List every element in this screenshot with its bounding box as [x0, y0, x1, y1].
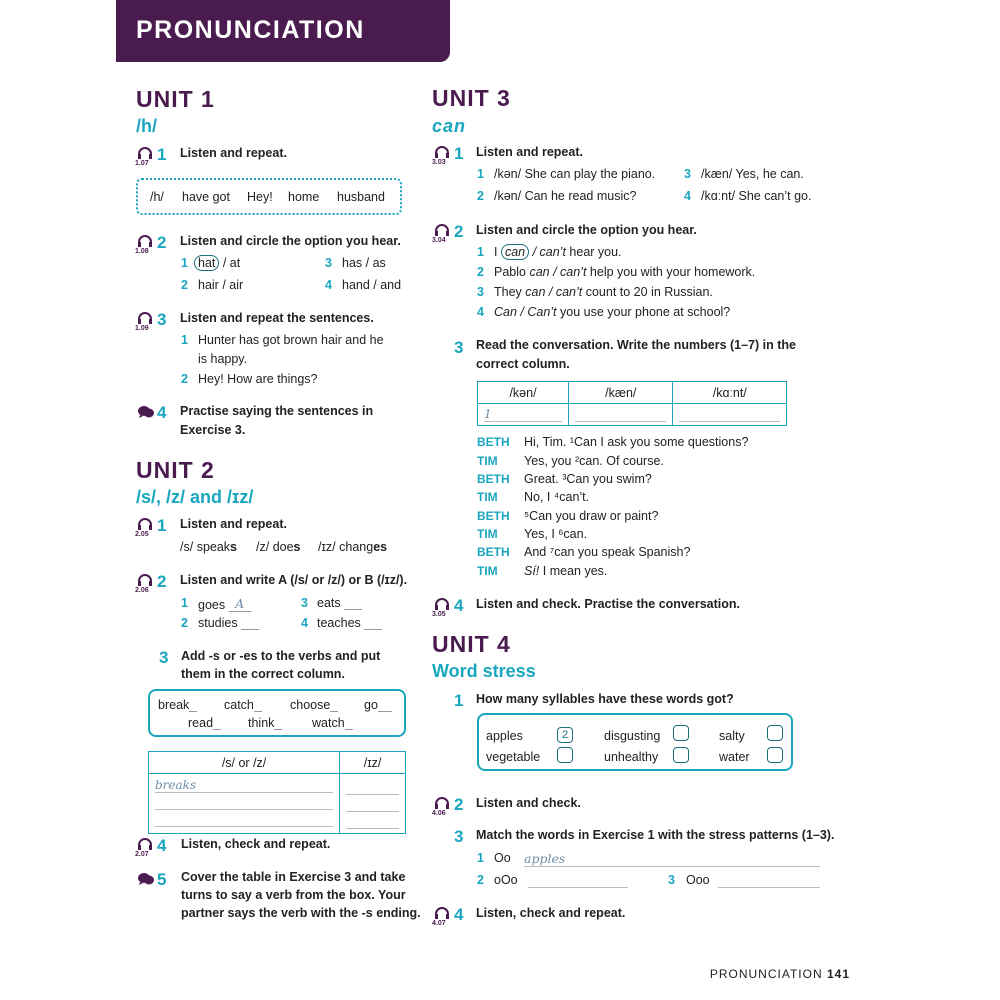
dialogue-line: Great. ³Can you swim?: [524, 472, 652, 486]
speaker-name: BETH: [477, 472, 510, 486]
exercise-instruction: Listen, check and repeat.: [476, 906, 626, 920]
item-number: 2: [181, 372, 188, 386]
option-item[interactable]: hand / and: [342, 278, 402, 292]
item-number: 2: [181, 278, 188, 292]
verb: break: [158, 698, 197, 712]
exercise-number: 4: [157, 836, 167, 855]
item-number: 3: [684, 167, 691, 181]
table-cell[interactable]: [149, 774, 340, 834]
sentence: /kən/ She can play the piano.: [494, 167, 656, 181]
item-number: 3: [668, 873, 675, 887]
item-number: 2: [477, 873, 484, 887]
verb: read: [188, 716, 221, 730]
dialogue-line: Hi, Tim. ¹Can I ask you some questions?: [524, 435, 749, 449]
exercise-number: 4: [454, 905, 464, 924]
unit4-title: UNIT 4: [432, 631, 511, 657]
headphones-icon[interactable]: [137, 234, 153, 256]
exercise-instruction: Listen, check and repeat.: [181, 837, 331, 851]
unit2-title: UNIT 2: [136, 457, 215, 483]
stress-pattern: Ooo: [686, 873, 710, 887]
syllable-word: apples: [486, 729, 523, 743]
exercise-instruction: Listen and circle the option you hear.: [180, 234, 401, 248]
stress-answer-line[interactable]: [718, 873, 820, 888]
option-sentence[interactable]: They can / can’t count to 20 in Russian.: [494, 285, 713, 299]
syllable-answer-box[interactable]: [767, 725, 783, 741]
item-number: 2: [477, 189, 484, 203]
unit1-subtitle: /h/: [136, 116, 157, 136]
item-number: 3: [477, 285, 484, 299]
speaker-name: BETH: [477, 545, 510, 559]
table-header: /kən/: [478, 382, 569, 404]
verb: go: [364, 698, 392, 712]
circled-option: hat: [194, 255, 219, 271]
unit3-title: UNIT 3: [432, 85, 511, 111]
handwritten-answer: 1: [484, 407, 562, 422]
item-number: 1: [477, 167, 484, 181]
table-cell[interactable]: [569, 404, 673, 426]
track-number: 2.05: [135, 531, 149, 538]
unit1-title: UNIT 1: [136, 86, 215, 112]
item-number: 3: [301, 596, 308, 610]
item-number: 4: [684, 189, 691, 203]
speaker-name: TIM: [477, 454, 498, 468]
table-header: /s/ or /z/: [149, 752, 340, 774]
exercise-instruction: partner says the verb with the -s ending.: [181, 906, 421, 920]
exercise-instruction: Read the conversation. Write the numbers (1–7) in the: [476, 338, 796, 352]
syllable-word: disgusting: [604, 729, 661, 743]
exercise-instruction: Practise saying the sentences in: [180, 404, 374, 418]
can-table: [477, 381, 787, 426]
exercise-instruction: Match the words in Exercise 1 with the stress patterns (1–3).: [476, 828, 835, 842]
item-number: 3: [325, 256, 332, 270]
unit4-subtitle: Word stress: [432, 661, 536, 681]
header-banner: [116, 0, 450, 62]
item-number: 4: [301, 616, 308, 630]
answer-item[interactable]: studies: [198, 616, 259, 630]
syllable-answer-box[interactable]: [673, 747, 689, 763]
answer-item[interactable]: goes A: [198, 596, 251, 612]
headphones-icon[interactable]: [137, 311, 153, 333]
track-number: 2.07: [135, 851, 149, 858]
exercise-instruction: Add -s or -es to the verbs and put: [181, 649, 381, 663]
sentence: is happy.: [198, 352, 248, 366]
unit3-subtitle: can: [432, 116, 467, 136]
exercise-instruction: Exercise 3.: [180, 423, 246, 437]
verb: catch: [224, 698, 262, 712]
exercise-number: 1: [454, 691, 464, 710]
page-footer: [710, 967, 850, 981]
sound-table: [148, 751, 406, 834]
stress-pattern: Oo: [494, 851, 511, 865]
word: husband: [337, 190, 385, 204]
verb: watch: [312, 716, 353, 730]
speaking-icon: [137, 872, 155, 886]
exercise-number: 3: [454, 338, 464, 357]
syllable-answer-box[interactable]: [767, 747, 783, 763]
item-number: 1: [477, 245, 484, 259]
item-number: 4: [477, 305, 484, 319]
speaker-name: BETH: [477, 509, 510, 523]
headphones-icon[interactable]: [137, 573, 153, 595]
sentence: /kɑːnt/ She can’t go.: [701, 189, 812, 203]
exercise-instruction: correct column.: [476, 357, 570, 371]
dialogue-line: No, I ⁴can’t.: [524, 490, 590, 504]
exercise-instruction: Listen and check. Practise the conversation.: [476, 597, 740, 611]
table-header: /kɑːnt/: [673, 382, 787, 404]
answer-item[interactable]: eats: [317, 596, 362, 610]
stress-answer-line[interactable]: [528, 873, 628, 888]
track-number: 2.06: [135, 587, 149, 594]
exercise-instruction: How many syllables have these words got?: [476, 692, 734, 706]
ipa-example: /ɪz/ changes: [318, 540, 388, 554]
table-cell[interactable]: [478, 404, 569, 426]
verb: choose: [290, 698, 338, 712]
word: /h/: [150, 190, 164, 204]
headphones-icon[interactable]: [434, 597, 450, 619]
word: home: [288, 190, 320, 204]
sentence: Hey! How are things?: [198, 372, 318, 386]
exercise-number: 4: [157, 403, 167, 422]
track-number: 4.07: [432, 920, 446, 927]
stress-answer-line[interactable]: apples: [524, 851, 820, 867]
exercise-instruction: Listen and repeat.: [180, 146, 287, 160]
word: have got: [182, 190, 230, 204]
track-number: 3.04: [432, 237, 446, 244]
track-number: 1.07: [135, 160, 149, 167]
option-text: / at: [219, 256, 241, 270]
exercise-instruction: Listen and repeat.: [476, 145, 583, 159]
track-number: 3.05: [432, 611, 446, 618]
dialogue-line: ⁵Can you draw or paint?: [524, 509, 659, 523]
option-sentence[interactable]: Pablo can / can’t help you with your homework.: [494, 265, 756, 279]
dialogue-line: Yes, I ⁶can.: [524, 527, 588, 541]
exercise-instruction: Listen and repeat.: [180, 517, 287, 531]
track-number: 1.08: [135, 248, 149, 255]
speaker-name: TIM: [477, 564, 498, 578]
syllable-answer-box[interactable]: [673, 725, 689, 741]
track-number: 4.06: [432, 810, 446, 817]
answer-item[interactable]: teaches: [317, 616, 382, 630]
exercise-number: 3: [159, 648, 169, 667]
dialogue-line: Sí! I mean yes.: [524, 564, 608, 578]
exercise-number: 2: [454, 795, 464, 814]
exercise-number: 2: [454, 222, 464, 241]
exercise-instruction: Cover the table in Exercise 3 and take: [181, 870, 406, 884]
exercise-number: 4: [454, 596, 464, 615]
item-number: 1: [181, 256, 188, 270]
ipa-example: /z/ does: [256, 540, 301, 554]
headphones-icon[interactable]: [434, 796, 450, 818]
headphones-icon[interactable]: [137, 837, 153, 859]
exercise-number: 3: [454, 827, 464, 846]
speaking-icon: [137, 405, 155, 419]
table-header: /kæn/: [569, 382, 673, 404]
footer-label: PRONUNCIATION: [709, 967, 823, 981]
exercise-number: 2: [157, 233, 167, 252]
dialogue-line: And ⁷can you speak Spanish?: [524, 545, 691, 559]
item-number: 2: [181, 616, 188, 630]
ipa-example: /s/ speaks: [180, 540, 237, 554]
speaker-name: BETH: [477, 435, 510, 449]
sentence: /kən/ Can he read music?: [494, 189, 637, 203]
sentence: /kæn/ Yes, he can.: [701, 167, 804, 181]
word: Hey!: [247, 190, 273, 204]
exercise-number: 2: [157, 572, 167, 591]
speaker-name: TIM: [477, 527, 498, 541]
table-header: /ɪz/: [340, 752, 406, 774]
unit2-subtitle: /s/, /z/ and /ɪz/: [136, 487, 254, 507]
exercise-number: 3: [157, 310, 167, 329]
option-sentence[interactable]: I can / can’t hear you.: [494, 245, 622, 259]
headphones-icon[interactable]: [137, 517, 153, 539]
track-number: 1.09: [135, 325, 149, 332]
syllable-answer-box[interactable]: 2: [557, 727, 573, 743]
table-cell[interactable]: [340, 774, 406, 834]
headphones-icon[interactable]: [137, 146, 153, 168]
syllable-word: salty: [719, 729, 745, 743]
item-number: 1: [477, 851, 484, 865]
exercise-instruction: Listen and write A (/s/ or /z/) or B (/ɪz/).: [180, 573, 408, 587]
exercise-instruction: them in the correct column.: [181, 667, 345, 681]
option-item[interactable]: has / as: [342, 256, 386, 270]
option-item[interactable]: [194, 256, 240, 270]
exercise-number: 5: [157, 870, 167, 889]
item-number: 1: [181, 596, 188, 610]
syllable-word: unhealthy: [604, 750, 659, 764]
exercise-instruction: turns to say a verb from the box. Your: [181, 888, 406, 902]
headphones-icon[interactable]: [434, 223, 450, 245]
exercise-number: 1: [454, 144, 464, 163]
item-number: 4: [325, 278, 332, 292]
option-sentence[interactable]: Can / Can’t you use your phone at school?: [494, 305, 731, 319]
headphones-icon[interactable]: [434, 906, 450, 928]
handwritten-answer: breaks: [155, 778, 333, 793]
dialogue-line: Yes, you ²can. Of course.: [524, 454, 664, 468]
item-number: 2: [477, 265, 484, 279]
item-number: 1: [181, 333, 188, 347]
table-cell[interactable]: [673, 404, 787, 426]
syllable-answer-box[interactable]: [557, 747, 573, 763]
syllable-word: vegetable: [486, 750, 541, 764]
exercise-number: 1: [157, 516, 167, 535]
circled-option: can: [501, 244, 529, 260]
sentence: Hunter has got brown hair and he: [198, 333, 384, 347]
exercise-number: 1: [157, 145, 167, 164]
page-number: 141: [826, 967, 850, 981]
syllable-word: water: [719, 750, 750, 764]
track-number: 3.03: [432, 159, 446, 166]
page-title: PRONUNCIATION: [136, 16, 365, 44]
speaker-name: TIM: [477, 490, 498, 504]
exercise-instruction: Listen and repeat the sentences.: [180, 311, 374, 325]
option-item[interactable]: hair / air: [198, 278, 244, 292]
stress-pattern: oOo: [494, 873, 518, 887]
exercise-instruction: Listen and circle the option you hear.: [476, 223, 697, 237]
exercise-instruction: Listen and check.: [476, 796, 581, 810]
verb: think: [248, 716, 282, 730]
headphones-icon[interactable]: [434, 145, 450, 167]
